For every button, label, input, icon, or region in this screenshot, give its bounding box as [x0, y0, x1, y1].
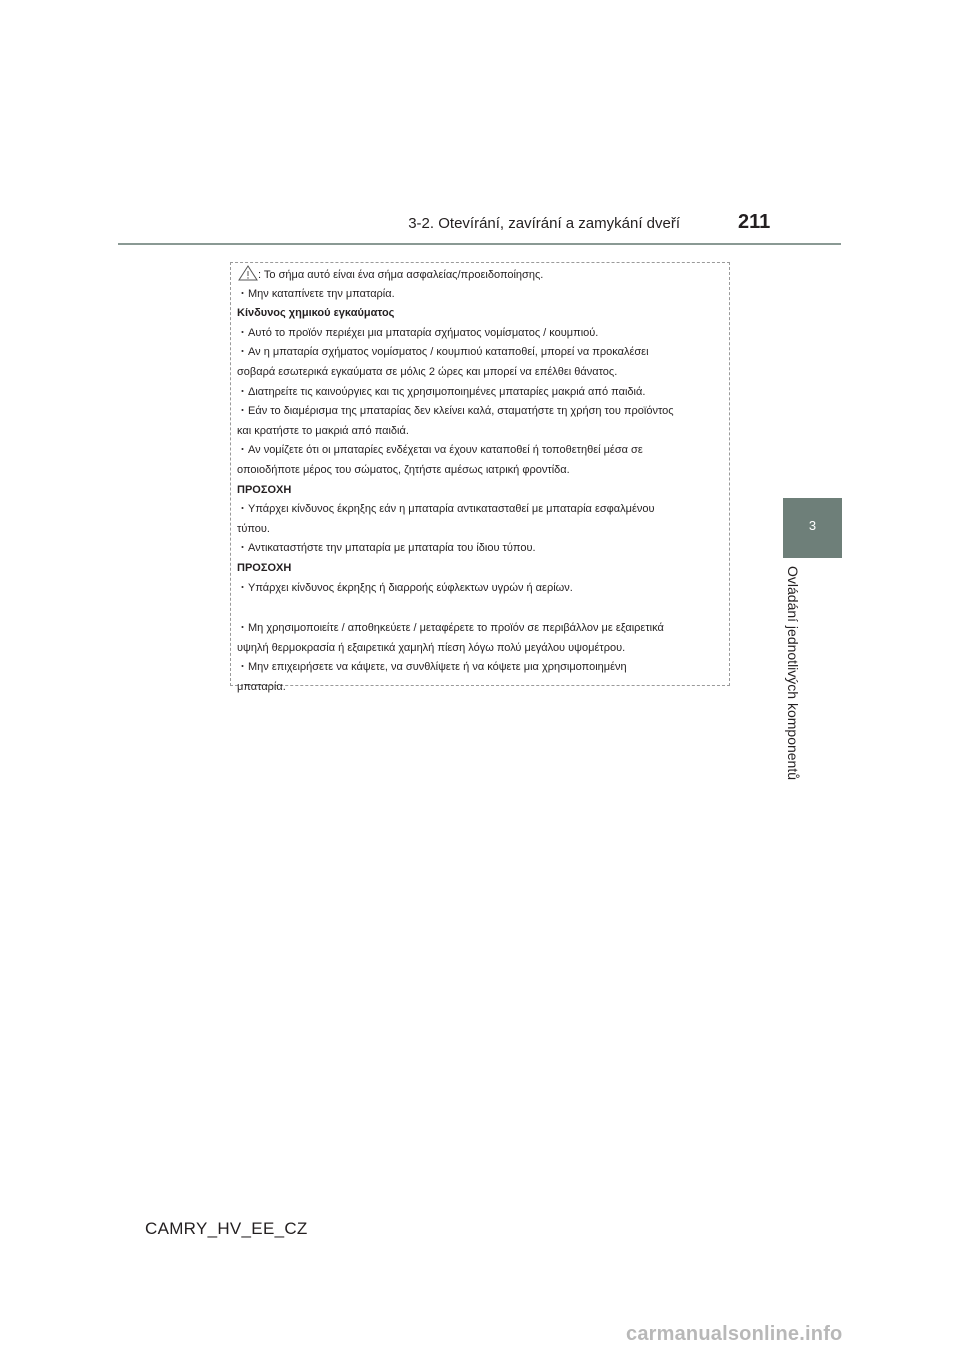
- warning-line-text: Κίνδυνος χημικού εγκαύματος: [237, 307, 395, 320]
- warning-line-text: ・Διατηρείτε τις καινούργιες και τις χρησιμοποιημένες μπαταρίες μακριά από παιδιά.: [237, 385, 646, 398]
- warning-line-text: ・Μη χρησιμοποιείτε / αποθηκεύετε / μεταφέρετε το προϊόν σε περιβάλλον με εξαιρετικά: [237, 622, 664, 635]
- warning-line-text: οποιοδήποτε μέρος του σώματος, ζητήστε αμέσως ιατρική φροντίδα.: [237, 463, 570, 476]
- warning-heading: [237, 559, 729, 579]
- model-code: CAMRY_HV_EE_CZ: [145, 1219, 308, 1238]
- warning-line-text: ・Αν νομίζετε ότι οι μπαταρίες ενδέχεται να έχουν καταποθεί ή τοποθετηθεί μέσα σε: [237, 444, 643, 457]
- warning-line: [237, 678, 729, 698]
- warning-line-text: και κρατήστε το μακριά από παιδιά.: [237, 424, 409, 437]
- warning-line: [237, 343, 729, 363]
- warning-line: [237, 324, 729, 344]
- warning-line-text: ・Εάν το διαμέρισμα της μπαταρίας δεν κλείνει καλά, σταματήστε τη χρήση του προϊόντος: [237, 405, 674, 418]
- watermark: carmanualsonline.info: [626, 1323, 843, 1345]
- warning-line: [237, 520, 729, 540]
- warning-line: [237, 639, 729, 659]
- warning-line: [237, 598, 729, 619]
- warning-line: [237, 422, 729, 442]
- warning-line: [237, 658, 729, 678]
- warning-line-text: ・Υπάρχει κίνδυνος έκρηξης ή διαρροής εύφλεκτων υγρών ή αερίων.: [237, 581, 573, 594]
- warning-line: [237, 265, 729, 285]
- warning-line-text: σοβαρά εσωτερικά εγκαύματα σε μόλις 2 ώρες και μπορεί να επέλθει θάνατος.: [237, 365, 618, 378]
- header-divider: [118, 243, 841, 245]
- warning-line-text: μπαταρία.: [237, 680, 286, 693]
- warning-line-text: ・Αντικαταστήστε την μπαταρία με μπαταρία του ίδιου τύπου.: [237, 542, 536, 555]
- section-title: 3-2. Otevírání, zavírání a zamykání dveří: [408, 215, 680, 232]
- page-number: 211: [738, 211, 771, 233]
- chapter-number: 3: [808, 518, 817, 533]
- warning-line-text: τύπου.: [237, 522, 270, 535]
- warning-line-text: ・Αυτό το προϊόν περιέχει μια μπαταρία σχήματος νομίσματος / κουμπιού.: [237, 326, 599, 339]
- warning-line-text: ΠΡΟΣΟΧΗ: [237, 561, 292, 574]
- warning-line-text: ・Υπάρχει κίνδυνος έκρηξης εάν η μπαταρία αντικατασταθεί με μπαταρία εσφαλμένου: [237, 503, 655, 516]
- warning-line: [237, 402, 729, 422]
- warning-line: [237, 285, 729, 305]
- warning-line: [237, 619, 729, 639]
- warning-line: [237, 461, 729, 481]
- chapter-tab: [783, 498, 842, 558]
- warning-line-text: υψηλή θερμοκρασία ή εξαιρετικά χαμηλή πίεση λόγω πολύ μεγάλου υψομέτρου.: [237, 641, 626, 654]
- warning-line: [237, 383, 729, 403]
- warning-text: [237, 265, 729, 697]
- warning-line: [237, 579, 729, 599]
- warning-line: [237, 500, 729, 520]
- warning-line-text: ・Μην επιχειρήσετε να κάψετε, να συνθλίψετε ή να κόψετε μια χρησιμοποιημένη: [237, 661, 627, 674]
- warning-line-text: ΠΡΟΣΟΧΗ: [237, 483, 292, 496]
- chapter-title: Ovládání jednotlivých komponentů: [785, 566, 801, 781]
- warning-line-text: : Το σήμα αυτό είναι ένα σήμα ασφαλείας/προειδοποίησης.: [258, 269, 544, 281]
- warning-line-text: ・Μην καταπίνετε την μπαταρία.: [237, 287, 395, 300]
- warning-line: [237, 441, 729, 461]
- warning-line: [237, 539, 729, 559]
- warning-heading: [237, 481, 729, 501]
- warning-line-text: ・Αν η μπαταρία σχήματος νομίσματος / κουμπιού καταποθεί, μπορεί να προκαλέσει: [237, 346, 649, 359]
- warning-line: [237, 363, 729, 383]
- warning-heading: [237, 304, 729, 324]
- battery-warning-box: [230, 262, 730, 693]
